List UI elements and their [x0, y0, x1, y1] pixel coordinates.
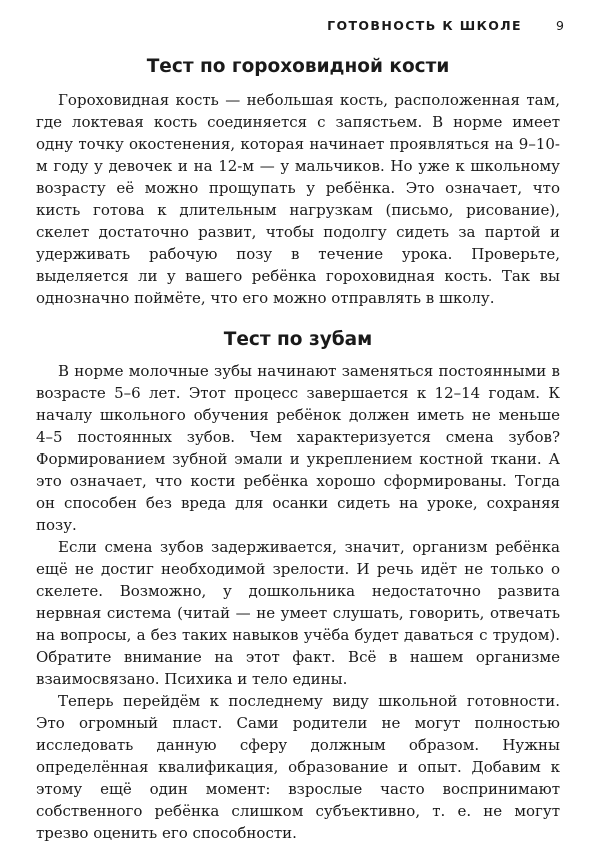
running-head	[0, 18, 600, 38]
section-title-teeth-test: Тест по зубам	[223, 329, 373, 350]
page-number: 9	[556, 18, 564, 33]
section-title-pisiform-test: Тест по гороховидной кости	[146, 56, 450, 77]
running-title: ГОТОВНОСТЬ К ШКОЛЕ	[327, 18, 522, 33]
paragraph-pisiform: Гороховидная кость — небольшая кость, расположенная там, где локтевая кость соединяется с запястьем. В норме имеет одну точку окостенения, которая начинает проявляться на 9–10-м году у девочек и на 12-м — у мальчиков. Но уже к школьному возрасту её можно прощупать у ребёнка. Это означает, что кисть готова к длительным нагрузкам (письмо, рисование), скелет достаточно развит, чтобы подолгу сидеть за партой и удерживать рабочую позу в течение урока. Проверьте, выделяется ли у вашего ребёнка гороховидная кость. Так вы однозначно поймёте, что его можно отправлять в школу.	[36, 91, 560, 307]
paragraph-teeth-norm: В норме молочные зубы начинают заменяться постоянными в возрасте 5–6 лет. Этот процесс завершается к 12–14 годам. К началу школьного обучения ребёнок должен иметь не меньше 4–5 постоянных зубов. Чем характеризуется смена зубов? Формированием зубной эмали и укреплением костной ткани. А это означает, что кости ребёнка хорошо сформированы. Тогда он способен без вреда для осанки сидеть на уроке, сохраняя позу.	[36, 362, 560, 534]
page-content	[36, 50, 560, 844]
paragraph-school-readiness: Теперь перейдём к последнему виду школьной готовности. Это огромный пласт. Сами родители не могут полностью исследовать данную сферу должным образом. Нужны определённая квалификация, образование и опыт. Добавим к этому ещё один момент: взрослые часто воспринимают собственного ребёнка слишком субъективно, т. е. не могут трезво оценить его способности.	[36, 692, 560, 842]
paragraph-teeth-delay: Если смена зубов задерживается, значит, организм ребёнка ещё не достиг необходимой зрелости. И речь идёт не только о скелете. Возможно, у дошкольника недостаточно развита нервная система (читай — не умеет слушать, говорить, отвечать на вопросы, а без таких навыков учёба будет даваться с трудом). Обратите внимание на этот факт. Всё в нашем организме взаимосвязано. Психика и тело едины.	[36, 538, 560, 688]
